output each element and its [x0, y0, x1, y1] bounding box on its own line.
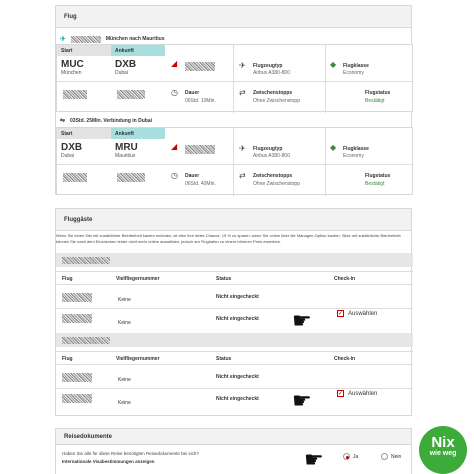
flight-redacted: [62, 293, 92, 302]
segment-2-from-code: DXB: [61, 142, 83, 153]
segment-1-to-code: DXB: [115, 59, 137, 70]
frequent-flyer-value: Keine: [118, 377, 131, 383]
segment-1-duration-value: 06Std. 10Min.: [185, 98, 216, 104]
brand-line-2: wie weg: [429, 450, 457, 457]
plane-icon: ✈: [60, 36, 66, 43]
col-status: Status: [216, 276, 232, 282]
layover-info: [60, 117, 152, 124]
clock-icon: ◷: [171, 88, 178, 97]
col-checkin: Check-in: [334, 276, 356, 282]
segment-1-arrival-tab: Ankunft: [111, 45, 165, 56]
segment-1-duration-label: Dauer: [185, 90, 200, 96]
checkin-status: Nicht eingecheckt: [216, 316, 259, 322]
col-status: Status: [216, 356, 232, 362]
flight-redacted: [62, 394, 92, 403]
brand-line-1: Nix: [431, 434, 455, 451]
segment-1-aircraft-label: Flugzeugtyp: [253, 63, 283, 69]
flight-panel-header: Flug: [56, 6, 411, 28]
flight-number-redacted: [71, 36, 101, 43]
flight-redacted: [62, 373, 92, 382]
segment-1-time-redacted-b: [117, 90, 145, 99]
segment-1-start-tab: Start: [57, 45, 111, 56]
segment-2-status-value: Bestätigt: [365, 181, 385, 187]
segment-1-status-label: Flugstatus: [365, 90, 391, 96]
passengers-intro: Wenn Sie einen Sitz mit zusätzlicher Beinfreiheit kaufen möchten, ist dies Ihre letzte Chance, 15 % zu sparen, wenn Sie online über die Managen-Option kaufen. Sitze mit zusätzlicher Beinfreiheit können Sie nach dem Einchecken leider nicht mehr online auswählen, jedoch am Flughafen zu einem höheren Preis erwerben.: [56, 233, 401, 244]
clock-icon: ◷: [171, 171, 178, 180]
aircraft-icon: ✈: [239, 61, 246, 70]
segment-2-to-code: MRU: [115, 142, 138, 153]
passenger-name-redacted: [62, 337, 110, 344]
segment-2-status-label: Flugstatus: [365, 173, 391, 179]
segment-2-duration-label: Dauer: [185, 173, 200, 179]
yes-radio[interactable]: [343, 453, 350, 460]
checkin-status: Nicht eingecheckt: [216, 396, 259, 402]
table-row: [56, 308, 413, 333]
pointing-hand-icon: ☛: [304, 447, 324, 472]
documents-question: Haben Sie alle für diese Reise benötigten Reisedokumente bei sich?: [62, 451, 199, 456]
col-flight: Flug: [62, 356, 73, 362]
segment-2-stops-label: Zwischenstopps: [253, 173, 293, 179]
yes-label[interactable]: Ja: [353, 454, 359, 460]
segment-1-class-value: Economy: [343, 70, 364, 76]
table-row: [56, 388, 413, 413]
segment-2-flightno-redacted: [185, 145, 215, 154]
passenger-group-2-header: [56, 333, 413, 347]
segment-2-from-city: Dubai: [61, 153, 75, 159]
segment-1: [56, 44, 413, 112]
segment-2-arrival-tab: Ankunft: [111, 128, 165, 139]
segment-1-status-value: Bestätigt: [365, 98, 385, 104]
segment-2-duration-value: 06Std. 40Min.: [185, 181, 216, 187]
passenger-group-1-columns: [56, 271, 413, 285]
segment-1-flightno-redacted: [185, 62, 215, 71]
segment-1-stops-value: Ohne Zwischenstopp: [253, 98, 300, 104]
col-frequent: Vielfliegernummer: [116, 356, 160, 362]
frequent-flyer-value: Keine: [118, 400, 131, 406]
segment-2-aircraft-value: Airbus A380-800: [253, 153, 290, 159]
passengers-panel: [55, 208, 412, 416]
frequent-flyer-value: Keine: [118, 320, 131, 326]
passengers-panel-header: Fluggäste: [56, 209, 411, 231]
tag-icon: ◆: [330, 60, 337, 69]
segment-1-from-code: MUC: [61, 59, 84, 70]
stops-icon: ⇄: [239, 88, 246, 97]
connection-icon: ⇋: [60, 118, 66, 124]
passenger-group-1-header: [56, 253, 413, 267]
select-checkbox[interactable]: ✓: [338, 311, 344, 317]
route-title-text: München nach Mauritius: [105, 36, 165, 42]
segment-2-stops-value: Ohne Zwischenstopp: [253, 181, 300, 187]
segment-2-time-redacted-b: [117, 173, 145, 182]
checkin-status: Nicht eingecheckt: [216, 374, 259, 380]
col-frequent: Vielfliegernummer: [116, 276, 160, 282]
col-checkin: Check-in: [334, 356, 356, 362]
segment-1-aircraft-value: Airbus A380-800: [253, 70, 290, 76]
segment-2-class-value: Economy: [343, 153, 364, 159]
airline-logo-icon: ◢: [171, 142, 178, 151]
airline-logo-icon: ◢: [171, 59, 178, 68]
segment-2-time-redacted-a: [63, 173, 87, 182]
segment-2-to-city: Mauritius: [115, 153, 136, 159]
select-checkbox[interactable]: ✓: [338, 391, 344, 397]
layover-text: 03Std. 25Min. Verbindung in Dubai: [70, 117, 152, 124]
flight-panel: [55, 5, 412, 195]
no-radio[interactable]: [381, 453, 388, 460]
aircraft-icon: ✈: [239, 144, 246, 153]
visa-link[interactable]: Internationale Visabestimmungen anzeigen: [62, 459, 155, 464]
table-row: [56, 369, 413, 389]
col-flight: Flug: [62, 276, 73, 282]
pointing-hand-icon: ☛: [292, 308, 312, 333]
route-title: [60, 35, 165, 43]
segment-2-start-tab: Start: [57, 128, 111, 139]
select-label[interactable]: Auswählen: [348, 391, 378, 397]
passenger-group-2-columns: [56, 351, 413, 365]
frequent-flyer-value: Keine: [118, 297, 131, 303]
segment-1-to-city: Dubai: [115, 70, 129, 76]
segment-2-aircraft-label: Flugzeugtyp: [253, 146, 283, 152]
segment-2-class-label: Flugklasse: [343, 146, 369, 152]
segment-2: [56, 127, 413, 195]
segment-1-class-label: Flugklasse: [343, 63, 369, 69]
flight-redacted: [62, 314, 92, 323]
segment-1-time-redacted-a: [63, 90, 87, 99]
pointing-hand-icon: ☛: [292, 388, 312, 413]
brand-logo: [419, 426, 467, 474]
segment-1-stops-label: Zwischenstopps: [253, 90, 293, 96]
segment-1-from-city: München: [61, 70, 82, 76]
checkin-status: Nicht eingecheckt: [216, 294, 259, 300]
passenger-name-redacted: [62, 257, 110, 264]
table-row: [56, 289, 413, 309]
select-label[interactable]: Auswählen: [348, 311, 378, 317]
no-label[interactable]: Nein: [391, 454, 402, 460]
documents-panel-header: Reisedokumente: [56, 429, 411, 445]
stops-icon: ⇄: [239, 171, 246, 180]
documents-panel: [55, 428, 412, 474]
tag-icon: ◆: [330, 143, 337, 152]
